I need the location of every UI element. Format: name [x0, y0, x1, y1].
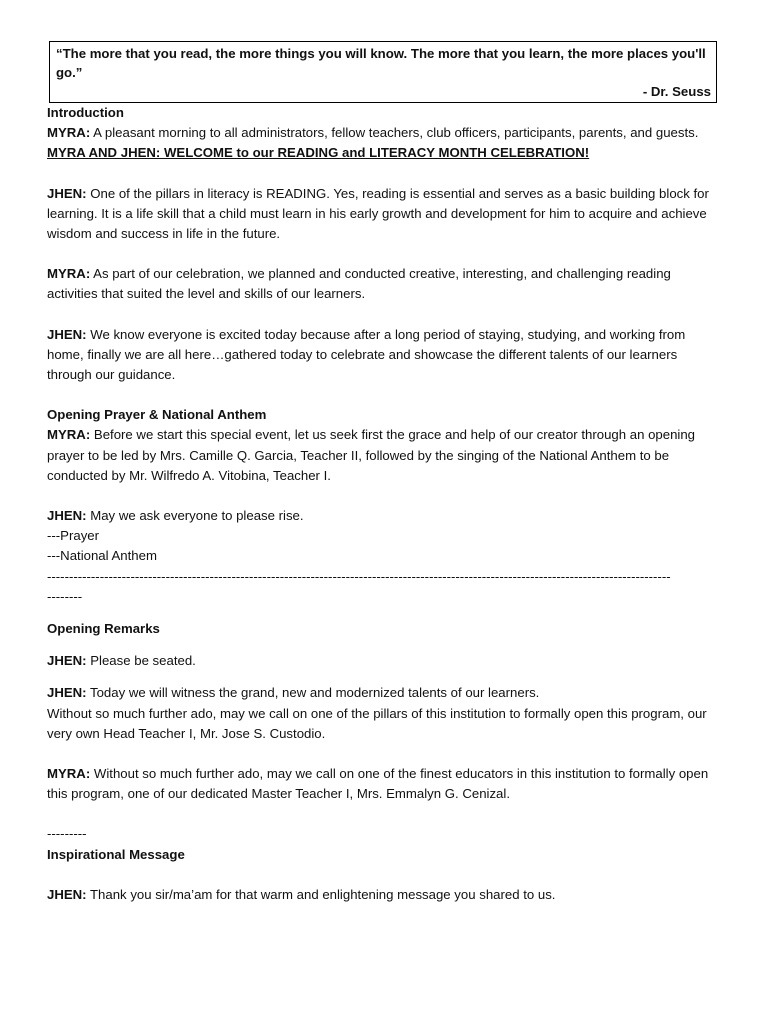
speaker-label: MYRA:	[47, 266, 91, 282]
speaker-label: JHEN:	[47, 886, 87, 902]
quote-author: - Dr. Seuss	[642, 84, 711, 99]
paragraph-myra-celebration	[47, 264, 725, 304]
paragraph-head-teacher: Without so much further ado, may we call on one of the pillars of this institution to formally open this program, our very own Head Teacher I, Mr. Jose S. Custodio.	[47, 705, 707, 741]
paragraph-text: Before we start this special event, let us seek first the grace and help of our creator through an opening prayer to be led by Mrs. Camille Q. Garcia, Teacher II, followed by the singing of the National Anthem to be conducted by Mr. Wilfredo A. Vitobina, Teacher I.	[47, 427, 696, 483]
paragraph-text: One of the pillars in literacy is READING. Yes, reading is essential and serves as a basic building block for learning. It is a life skill that a child must learn in his early growth and development for him to acquire and achieve wisdom and success in life in the future.	[47, 185, 709, 242]
speaker-label: JHEN:	[47, 685, 87, 701]
paragraph-text: Please be seated.	[86, 653, 196, 669]
list-item-anthem: ---National Anthem	[47, 548, 157, 564]
speaker-label: MYRA:	[47, 125, 91, 141]
dashed-divider: ----------------------------------------------------------------------------------------------------------------------------------------------	[47, 568, 671, 584]
dashed-divider-continued: --------	[47, 588, 83, 604]
paragraph-text: Thank you sir/ma’am for that warm and enlightening message you shared to us.	[86, 886, 556, 902]
paragraph-text: May we ask everyone to please rise.	[86, 508, 304, 524]
document-page	[47, 41, 725, 905]
speaker-label: MYRA:	[47, 766, 91, 782]
paragraph-jhen-witness	[47, 683, 725, 703]
short-dashed-divider: ---------	[47, 826, 87, 842]
paragraph-text: We know everyone is excited today because after a long period of staying, studying, and working from home, finally we are all here…gathered today to celebrate and showcase the different talents of our learners through our guidance.	[47, 326, 686, 383]
speaker-label: JHEN:	[47, 653, 87, 669]
paragraph-myra-master-teacher	[47, 764, 725, 804]
inspirational-heading: Inspirational Message	[47, 846, 185, 862]
paragraph-text: Without so much further ado, may we call on one of the finest educators in this institution to formally open this program, one of our dedicated Master Teacher I, Mrs. Emmalyn G. Cenizal.	[47, 766, 709, 802]
paragraph-text: Today we will witness the grand, new and modernized talents of our learners.	[86, 685, 540, 701]
welcome-line: MYRA AND JHEN: WELCOME to our READING and LITERACY MONTH CELEBRATION!	[47, 145, 590, 161]
paragraph-text: As part of our celebration, we planned and conducted creative, interesting, and challenging reading activities that suited the level and skills of our learners.	[47, 266, 671, 302]
remarks-heading: Opening Remarks	[47, 621, 160, 637]
paragraph-jhen-seated	[47, 651, 725, 671]
paragraph-jhen-reading	[47, 184, 725, 245]
introduction-heading: Introduction	[47, 105, 124, 120]
quote-box	[49, 41, 717, 103]
prayer-heading: Opening Prayer & National Anthem	[47, 407, 267, 423]
paragraph-myra-greeting	[47, 123, 725, 143]
speaker-label: JHEN:	[47, 185, 87, 201]
speaker-label: MYRA:	[47, 427, 91, 443]
paragraph-myra-prayer	[47, 425, 725, 486]
speaker-label: JHEN:	[47, 326, 87, 342]
paragraph-jhen-excited	[47, 325, 725, 386]
list-item-prayer: ---Prayer	[47, 528, 100, 544]
quote-text: “The more that you read, the more things you will know. The more that you learn, the more places you'll go.”	[56, 46, 706, 80]
speaker-label: JHEN:	[47, 508, 87, 524]
paragraph-jhen-rise	[47, 506, 725, 526]
paragraph-jhen-thanks	[47, 885, 725, 905]
paragraph-text: A pleasant morning to all administrators, fellow teachers, club officers, participants, parents, and guests.	[90, 125, 699, 141]
